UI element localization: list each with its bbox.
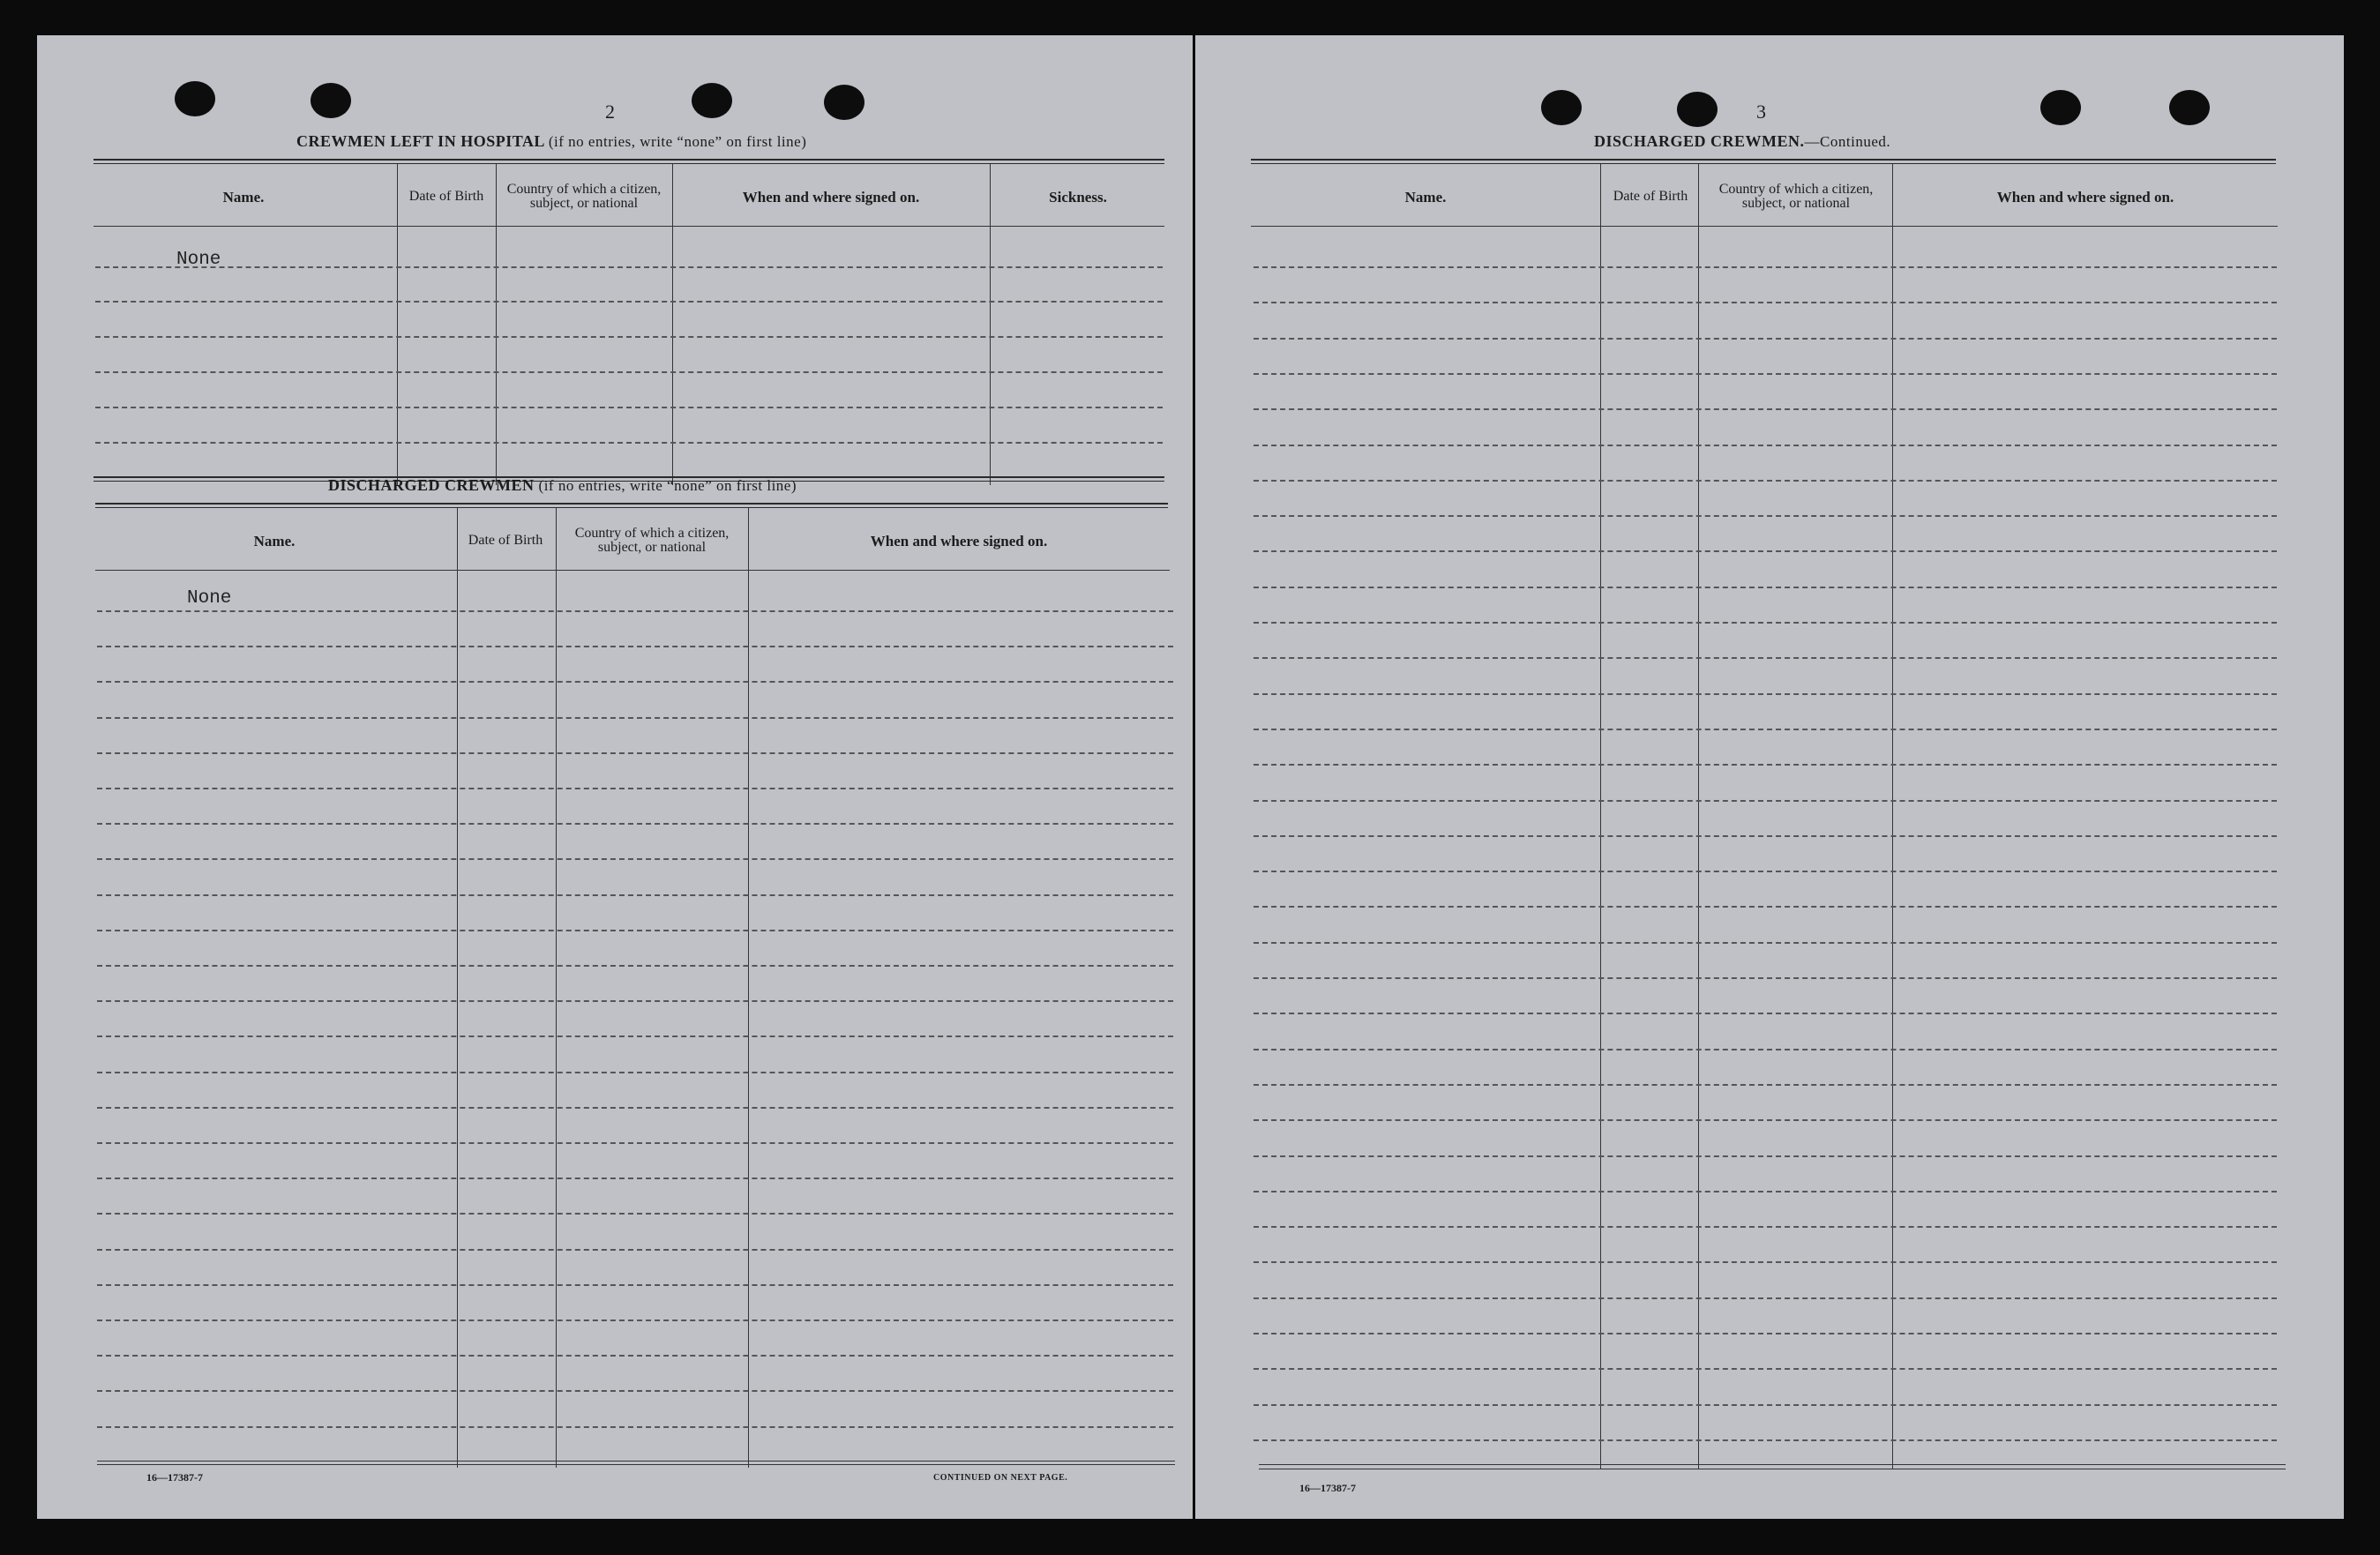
entry-line [1254, 1297, 2277, 1299]
discharged-title-text: DISCHARGED CREWMEN [328, 476, 535, 494]
discharged-continued-text: DISCHARGED CREWMEN. [1594, 132, 1805, 150]
punch-hole [311, 83, 351, 118]
col-country: Country of which a citizen, subject, or national [1718, 182, 1874, 211]
column-divider [397, 164, 398, 485]
entry-line [1254, 622, 2277, 624]
entry-line [1254, 1226, 2277, 1228]
form-number: 16—17387-7 [146, 1471, 203, 1484]
column-divider [748, 508, 749, 1468]
col-sickness: Sickness. [1049, 189, 1107, 206]
col-name: Name. [222, 189, 265, 206]
form-number: 16—17387-7 [1299, 1482, 1356, 1494]
entry-line [1254, 1119, 2277, 1121]
entry-line [97, 858, 1173, 860]
hospital-first-entry: None [176, 250, 221, 270]
discharged-section-title [328, 476, 797, 495]
entry-line [1254, 408, 2277, 410]
entry-line [1254, 977, 2277, 979]
entry-line [97, 1426, 1173, 1428]
entry-line [1254, 1368, 2277, 1370]
col-when-where: When and where signed on. [1996, 189, 2174, 206]
entry-line [95, 266, 1163, 268]
entry-line [1254, 835, 2277, 837]
discharged-first-entry: None [187, 588, 232, 609]
continued-suffix: —Continued. [1804, 133, 1891, 150]
entry-line [97, 646, 1173, 647]
double-rule [95, 503, 1168, 508]
entry-line [97, 1249, 1173, 1251]
entry-line [1254, 515, 2277, 517]
col-country: Country of which a citizen, subject, or national [574, 526, 730, 555]
left-page [37, 35, 1193, 1519]
col-date-of-birth: Date of Birth [408, 189, 484, 204]
entry-line [1254, 266, 2277, 268]
entry-line [1254, 445, 2277, 446]
header-rule [95, 570, 1170, 571]
punch-hole [1541, 90, 1582, 125]
col-when-where: When and where signed on. [742, 189, 920, 206]
entry-line [97, 1142, 1173, 1144]
punch-hole [1677, 92, 1718, 127]
col-country: Country of which a citizen, subject, or national [506, 182, 662, 211]
entry-line [97, 788, 1173, 789]
entry-line [95, 407, 1163, 408]
entry-line [1254, 1439, 2277, 1441]
double-rule [94, 159, 1164, 164]
bottom-rule [97, 1461, 1175, 1462]
punch-hole [2169, 90, 2210, 125]
entry-line [97, 610, 1173, 612]
entry-line [97, 1390, 1173, 1392]
page-number: 2 [605, 101, 615, 123]
bottom-rule [97, 1464, 1175, 1465]
col-date-of-birth: Date of Birth [1613, 189, 1688, 204]
entry-line [1254, 550, 2277, 552]
page-number: 3 [1756, 101, 1766, 123]
entry-line [1254, 1404, 2277, 1406]
column-divider [556, 508, 557, 1468]
entry-line [1254, 1084, 2277, 1086]
column-divider [496, 164, 497, 485]
entry-line [1254, 1049, 2277, 1050]
entry-line [97, 1355, 1173, 1357]
entry-line [1254, 1013, 2277, 1014]
header-rule [94, 226, 1164, 227]
punch-hole [692, 83, 732, 118]
punch-hole [824, 85, 864, 120]
punch-hole [175, 81, 215, 116]
double-rule [1251, 159, 2276, 164]
hospital-title-text: CREWMEN LEFT IN HOSPITAL [296, 132, 544, 150]
entry-line [97, 1213, 1173, 1215]
entry-line [97, 930, 1173, 931]
entry-line [1254, 480, 2277, 482]
entry-line [97, 717, 1173, 719]
column-divider [990, 164, 991, 485]
entry-line [1254, 373, 2277, 375]
entry-line [97, 681, 1173, 683]
entry-line [97, 965, 1173, 967]
entry-line [1254, 764, 2277, 766]
col-date-of-birth: Date of Birth [468, 533, 543, 548]
punch-hole [2040, 90, 2081, 125]
entry-line [97, 1035, 1173, 1037]
entry-line [97, 1107, 1173, 1109]
entry-line [1254, 1191, 2277, 1192]
entry-line [97, 894, 1173, 896]
column-divider [1892, 164, 1893, 1469]
entry-line [95, 371, 1163, 373]
entry-line [97, 1072, 1173, 1073]
column-divider [1698, 164, 1699, 1469]
col-when-where: When and where signed on. [870, 533, 1048, 549]
entry-line [1254, 800, 2277, 802]
entry-line [95, 336, 1163, 338]
right-page [1195, 35, 2344, 1519]
entry-line [1254, 338, 2277, 340]
entry-line [95, 301, 1163, 303]
entry-line [97, 1000, 1173, 1002]
continued-note: CONTINUED ON NEXT PAGE. [933, 1473, 1068, 1483]
entry-line [1254, 693, 2277, 695]
bottom-rule [1259, 1464, 2286, 1465]
entry-line [1254, 1333, 2277, 1334]
col-name: Name. [253, 533, 296, 549]
entry-line [1254, 302, 2277, 303]
entry-line [97, 823, 1173, 825]
column-divider [672, 164, 673, 485]
entry-line [1254, 729, 2277, 730]
column-divider [457, 508, 458, 1468]
entry-line [1254, 871, 2277, 872]
entry-line [97, 1320, 1173, 1321]
entry-line [97, 1177, 1173, 1179]
entry-line [1254, 1261, 2277, 1263]
entry-line [1254, 942, 2277, 944]
entry-line [1254, 906, 2277, 908]
entry-line [1254, 657, 2277, 659]
header-rule [1251, 226, 2278, 227]
entry-line [95, 442, 1163, 444]
hospital-instruction: (if no entries, write “none” on first line) [548, 133, 807, 150]
entry-line [1254, 587, 2277, 588]
col-name: Name. [1404, 189, 1447, 206]
discharged-instruction: (if no entries, write “none” on first line) [538, 477, 797, 494]
entry-line [1254, 1155, 2277, 1157]
discharged-continued-title [1594, 132, 1890, 151]
column-divider [1600, 164, 1601, 1469]
hospital-section-title [296, 132, 806, 151]
entry-line [97, 1284, 1173, 1286]
entry-line [97, 752, 1173, 754]
